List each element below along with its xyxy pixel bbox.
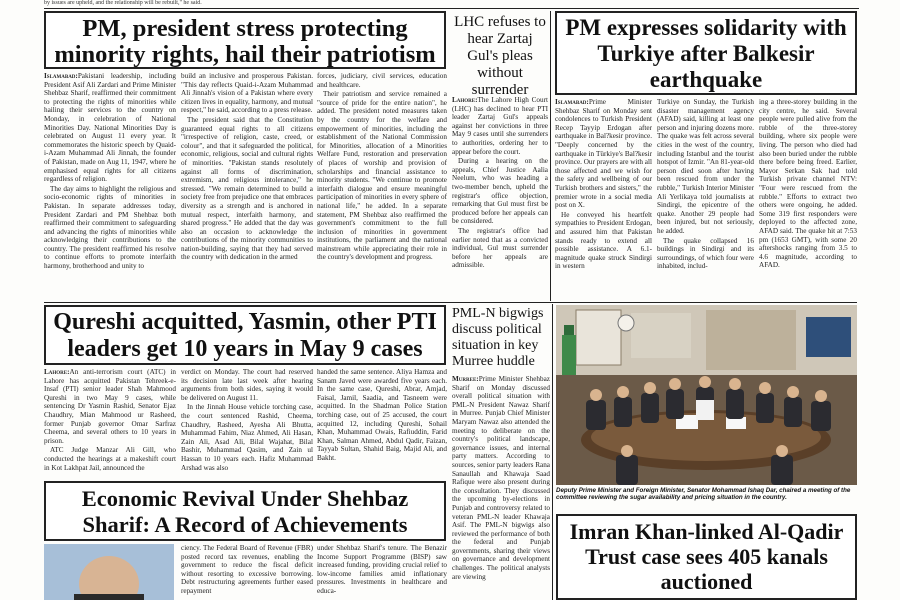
pmln-dateline: Murree: — [452, 375, 479, 383]
economic-col-2 — [181, 544, 313, 600]
turkiye-dateline: Islamabad: — [555, 98, 589, 106]
economic-col3-text: under Shehbaz Sharif's tenure. The Benazir Income Support Programme (BISP) saw increased funding, providing crucial relief to low-income families amid inflationary pressures. Investments in healthcare and educa- — [317, 544, 447, 595]
top-strip-text: by issues are upheld, and the relationship will be rebuilt," he said. — [44, 0, 202, 6]
minority-dateline: Islamabad: — [44, 72, 78, 80]
minority-col-1 — [44, 72, 176, 300]
lhc-divider — [550, 11, 551, 301]
qureshi-col1b-text: ATC Judge Manzar Ali Gill, who conducted the hearings at a makeshift court in Kot Lakhpat Jail, announced the — [44, 446, 176, 472]
headline-qureshi: Qureshi acquitted, Yasmin, other PTI leaders get 10 years in May 9 cases — [53, 309, 437, 362]
minority-col2-text: build an inclusive and prosperous Pakistan. "This day reflects Quaid-i-Azam Muhammad Ali Jinnah's vision of a Pakistan where every citizen lives in equality, harmony, and mutual respect," he said, according to a press release. — [181, 72, 313, 115]
headline-imran: Imran Khan-linked Al-Qadir Trust case sees 405 kanals auctioned — [569, 519, 844, 594]
minority-col1-text: Pakistani leadership, including President Asif Ali Zardari and Prime Minister Shehbaz Sharif, reaffirmed their commitment to protecting the rights of minorities while hailing their services to the country on Monday, in celebration of National Minorities Day. National Minorities Day is celebrated on August 11 every year. It commemorates the historic speech by Quaid-i-Azam Muhammad Ali Jinnah, the founder of Pakistan, made on Aug 11, 1947, where he emphasised equal rights for all citizens regardless of religion. — [44, 72, 176, 184]
minority-col-3 — [317, 72, 447, 300]
turkiye-col-2 — [657, 98, 754, 300]
turkiye-col3-text: ing a three-storey building in the city centre, he said. Several people were pulled alive from the rubble of the three-storey building, where six people were living. The person who died had also been buried under the rubble there before being freed. Earlier, Mayor Serkan Sak had told Turkish private channel NTV: "Four were rescued from the rubble." Efforts to extract two others were ongoing, he added. Some 319 first responders were deployed to the affected zone, AFAD said. The quake hit at 7:53 pm (1653 GMT), with some 20 aftershocks ranging from 3.5 to 4.6 magnitude, according to AFAD. — [759, 98, 857, 270]
qureshi-col-1 — [44, 368, 176, 478]
pmln-body — [452, 375, 550, 600]
lhc-body3-text: The registrar's office had earlier noted that as a convicted individual, Gul must surrender before her appeals are admissible. — [452, 226, 548, 270]
mid-divider — [44, 302, 857, 303]
minority-col1b-text: The day aims to highlight the religious and socio-economic rights of minorities in Pakistan. In separate addresses today, President Zardari and PM Shehbaz both reaffirmed their commitment to safeguarding and advancing the rights of minorities while acknowledging their contributions to the country. The president reaffirmed his resolve to continue efforts to promote interfaith harmony, brotherhood and unity to — [44, 184, 176, 271]
qureshi-col2b-text: In the Jinnah House vehicle torching case, the court sentenced Rashid, Cheema, Chaudhry, Rasheed, Ayesha Ali Bhutta, Muhammad Fahim, Niaz Ahmed, Ali Hasan, Zain Ali, Asad Ali, Bilal Wajahat, Bilal Bashir, Muhammad Qasim, and Zain ul Hassan to 10 years each. Hafiz Muhammad Arshad was also — [181, 403, 313, 472]
headline-economic: Economic Revival Under Shehbaz Sharif: A Record of Achievements — [81, 486, 409, 537]
lhc-dateline: Lahore: — [452, 96, 478, 104]
minority-col3-text: forces, judiciary, civil services, education and healthcare. — [317, 72, 447, 89]
meeting-photo — [556, 305, 857, 485]
headline-box-economic — [44, 481, 446, 541]
pmln-body-text: Prime Minister Shehbaz Sharif on Monday discussed overall political situation with PML-N President Nawaz Sharif in Murree. Punjab Chief Minister Maryam Nawaz also attended the meeting to deliberate on the country's political landscape, governance issues, and internal party matters. According to sources, senior party leaders Rana Sanaullah and Khawaja Saad Rafique were also present during the consultation. They discussed the upcoming by-elections in Punjab and controversy related to veteran PML-N leader Khawaja Asif. The PML-N bigwigs also reviewed the performance of both the federal and Punjab governments, sharing their views on governance and development challenges. The political analysts are viewing — [452, 375, 550, 581]
turkiye-col2b-text: The quake collapsed 16 buildings in Sindirgi and its surroundings, of which four were inhabited, includ- — [657, 236, 754, 271]
headline-box-qureshi — [44, 305, 446, 365]
qureshi-col1-text: An anti-terrorism court (ATC) in Lahore has acquitted Pakistan Tehreek-e-Insaf (PTI) senior leader Shah Mahmood Qureshi in two May 9 cases, while sentencing Dr Yasmin Rashid, Senator Ejaz Chaudhry, Mian Mahmood ur Rasheed, former Punjab governor Omar Sarfraz Cheema, and several others to 10 years in prison. — [44, 368, 176, 445]
minority-col2b-text: The president said that the Constitution guaranteed equal rights to all citizens "irrespective of religion, caste, creed, or colour", and that it safeguarded the political, economic, religious, social and cultural rights of minorities. "Pakistan stands resolutely against all forms of discrimination, extremism, and religious intolerance," he stressed. "We remain determined to build a society free from prejudice one that embraces diversity as a strength and is anchored in mutual respect, interfaith harmony, and shared progress." He added that the day was also an occasion to acknowledge the contributions of the minority communities to nation-building, saying that they had served the country with dedication in the armed — [181, 115, 313, 262]
economic-col-3 — [317, 544, 447, 600]
economic-photo — [44, 544, 174, 600]
lhc-body-text: The Lahore High Court (LHC) has declined to hear PTI leader Zartaj Gul's appeals against her convictions in three May 9 cases until she surrenders to authorities, ordering her to appear before the court. — [452, 96, 548, 156]
lhc-body2-text: During a hearing on the appeals, Chief Justice Aalia Neelum, who was heading a two-member bench, upheld the registrar's office objection, remarking that Gul must first be produced before her appeals can be considered. — [452, 157, 548, 226]
minority-col3b-text: Their patriotism and service remained a "source of pride for the entire nation", he added. The president noted measures taken by the country for the welfare and empowerment of minorities, including the establishment of the National Commission for Minorities, allocation of a Minorities Welfare Fund, restoration and preservation of places of worship and provision of scholarships and financial assistance to minority students. "We continue to promote interfaith dialogue and ensure meaningful participation of minorities in every sphere of national life," he added. In a separate statement, PM Shehbaz also reaffirmed the government's commitment to the full inclusion of minorities in government institutions, the parliament and the national mainstream while appreciating their role in the country's development and progress. — [317, 90, 447, 262]
top-divider — [44, 8, 859, 9]
headline-lhc: LHC refuses to hear Zartaj Gul's pleas without surrender — [454, 14, 546, 98]
photo-caption: Deputy Prime Minister and Foreign Minister, Senator Mohammad Ishaq Dar, chaired a meeting of the committee reviewing the sugar availability and pricing situation in the country. — [556, 487, 851, 502]
lhc-body — [452, 96, 548, 300]
qureshi-col2-text: verdict on Monday. The court had reserved its decision late last week after hearing arguments from both sides, saying it would be delivered on August 11. — [181, 368, 313, 402]
qureshi-col-2 — [181, 368, 313, 478]
headline-minority: PM, president stress protecting minority rights, hail their patriotism — [54, 15, 436, 68]
qureshi-col3-text: handed the same sentence. Aliya Hamza and Sanam Javed were awarded five years each. In the same case, Qureshi, Abrar, Amjad, Faisal, Jamil, Saadia, and Tasneem were acquitted. In the Shadman Police Station torching case, out of 25 accused, the court acquitted 12, including Qureshi, Sohail Khan, Muhammad Owais, Rafiuddin, Farid Khan, Salman Ahmed, Abdul Qadir, Faizan, Tayyab Sultan, Shahid Baig, Majid Ali, and Bakht. — [317, 368, 447, 462]
headline-box-imran — [556, 514, 857, 600]
headline-box-turkiye — [555, 11, 857, 95]
headline-turkiye: PM expresses solidarity with Turkiye after Balkesir earthquake — [565, 15, 847, 92]
turkiye-col2-text: Turkiye on Sunday, the Turkish disaster management agency (AFAD) said, killing at least one person and injuring dozens more. The quake was felt across several cities in the west of the country, including Istanbul and the tourist hotspot of Izmir. "An 81-year-old person died soon after having been rescued from under the rubble," Turkish Interior Minister Ali Yerlikaya told journalists at Sindirgi, the epicentre of the quake. Another 29 people had been injured, but not seriously, he added. — [657, 98, 754, 235]
minority-col-2 — [181, 72, 313, 300]
top-strip — [44, 0, 859, 8]
headline-pmln: PML-N bigwigs discuss political situation in key Murree huddle — [452, 306, 544, 369]
turkiye-col1b-text: He conveyed his heartfelt sympathies to President Erdogan, and assured him that Pakistan stands ready to extend all possible assistance. A 6.1-magnitude quake struck Sindirgi in western — [555, 210, 652, 271]
shehbaz-portrait — [44, 544, 174, 600]
qureshi-dateline: Lahore: — [44, 368, 70, 376]
turkiye-col-3 — [759, 98, 857, 300]
pmln-divider — [552, 304, 553, 600]
economic-col2-text: ciency. The Federal Board of Revenue (FBR) posted record tax revenues, enabling the government to reduce the fiscal deficit without resorting to excessive borrowing. Debt restructuring agreements further eased repayment — [181, 544, 313, 595]
headline-box-minority — [44, 11, 446, 69]
turkiye-col1-text: Prime Minister Shehbaz Sharif on Monday sent condolences to Turkish President Recep Tayyip Erdogan after earthquake in Bal?kesir province. "Deeply concerned by the earthquake in Türkiye's Bal?kesir province. Our prayers are with all those affected and we wish for the safety and wellbeing of our Turkish brothers and sisters," the premier wrote in a social media post on X. — [555, 98, 652, 210]
turkiye-col-1 — [555, 98, 652, 300]
qureshi-col-3 — [317, 368, 447, 478]
meeting-photo-illustration — [556, 305, 857, 485]
